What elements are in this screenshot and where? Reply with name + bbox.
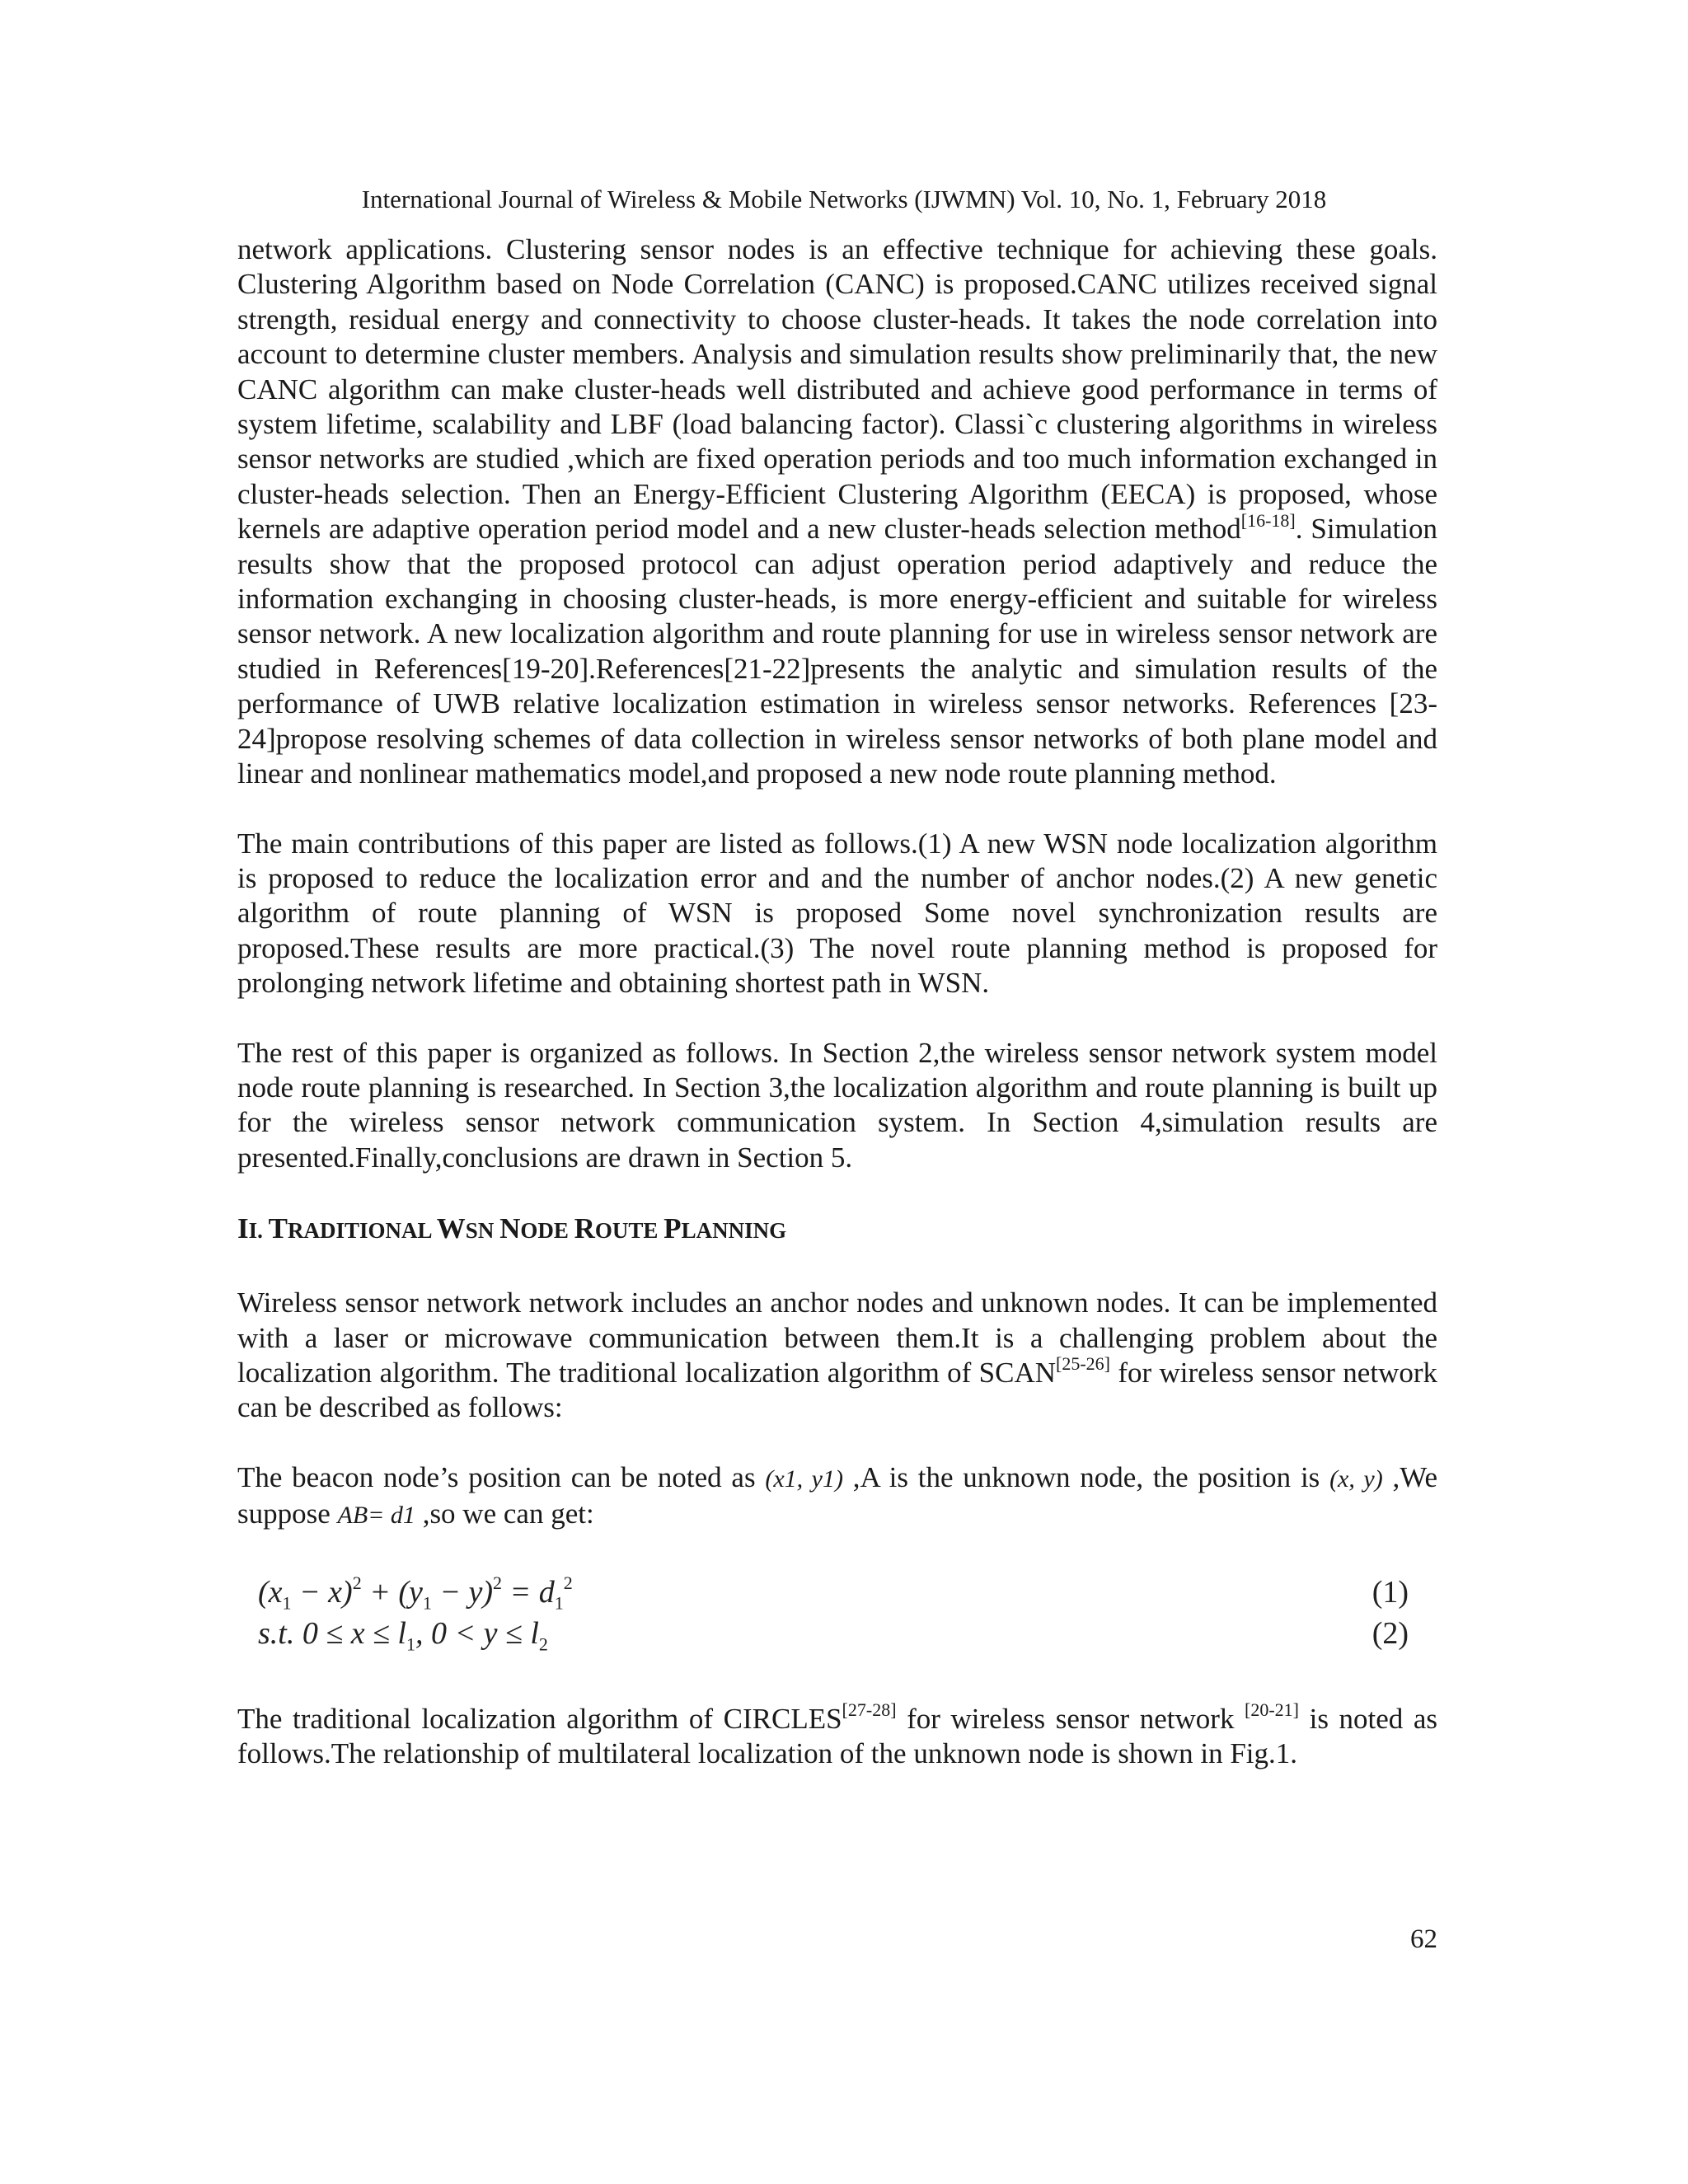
citation-ref: [16-18] — [1240, 509, 1296, 531]
equation-number-2: (2) — [1372, 1615, 1409, 1651]
paragraph-circles: The traditional localization algorithm of CIRCLES[27-28] for wireless sensor network [20-21] is noted as follows.The relationship of multilateral localization of the unknown node is shown in Fig.1. — [237, 1699, 1437, 1769]
page-number: 62 — [1410, 1924, 1437, 1954]
paragraph-text: . Simulation results show that the proposed protocol can adjust operation period adaptively and reduce the information exchanging in choosing cluster-heads, is more energy-efficient and suitable for wireless sensor network. A new localization algorithm and route planning for use in wireless sensor network are studied in References[19-20].References[21-22]presents the analytic and simulation results of the performance of UWB relative localization estimation in wireless sensor networks. References [23-24]propose resolving schemes of data collection in wireless sensor networks of both plane model and linear and nonlinear mathematics model,and proposed a new node route planning method. — [237, 513, 1437, 790]
paragraph-scan: Wireless sensor network network includes an anchor nodes and unknown nodes. It can be implemented with a laser or microwave communication between them.It is a challenging problem about the localization algorithm. The traditional localization algorithm of SCAN[25-26] for wireless sensor network can be described as follows: — [237, 1286, 1438, 1424]
paragraph-text: network applications. Clustering sensor nodes is an effective technique for achieving these goals. Clustering Algorithm based on Node Correlation (CANC) is proposed.CANC utilizes received signal strength, residual energy and connectivity to choose cluster-heads. It takes the node correlation into account to determine cluster members. Analysis and simulation results show preliminarily that, the new CANC algorithm can make cluster-heads well distributed and achieve good performance in terms of system lifetime, scalability and LBF (load balancing factor). Classi`c clustering algorithms in wireless sensor networks are studied ,which are fixed operation periods and too much information exchanged in cluster-heads selection. Then an Energy-Efficient Clustering Algorithm (EECA) is proposed, whose kernels are adaptive operation period model and a new cluster-heads selection method — [237, 233, 1437, 546]
paragraph-contributions: The main contributions of this paper are listed as follows.(1) A new WSN node localization algorithm is proposed to reduce the localization error and and the number of anchor nodes.(2) A new genetic algorithm of route planning of WSN is proposed Some novel synchronization results are proposed.These results are more practical.(3) The novel route planning method is proposed for prolonging network lifetime and obtaining shortest path in WSN. — [237, 827, 1437, 1000]
paragraph-organization: The rest of this paper is organized as follows. In Section 2,the wireless sensor network system model node route planning is researched. In Section 3,the localization algorithm and route planning is built up for the wireless sensor network communication system. In Section 4,simulation results are presented.Finally,conclusions are drawn in Section 5. — [237, 1036, 1437, 1174]
paragraph-beacon: The beacon node’s position can be noted as (x1, y1) ,A is the unknown node, the position is (x, y) ,We suppose AB= d1 ,so we can get: — [237, 1460, 1437, 1530]
distance-math: AB= d1 — [337, 1502, 415, 1530]
beacon-position-math: (x1, y1) — [765, 1465, 843, 1493]
page-body — [237, 232, 1437, 1771]
running-head: International Journal of Wireless & Mobile Networks (IJWMN) Vol. 10, No. 1, February 2018 — [361, 185, 1327, 213]
citation-ref: [20-21] — [1245, 1699, 1300, 1720]
equation-block — [237, 1572, 1437, 1666]
section-heading: II. TRADITIONAL WSN NODE ROUTE PLANNING — [237, 1212, 787, 1245]
equation-1: $(x_1 - x)^2 + (y_1 - y)^2 = d_1^2$ — [258, 1572, 573, 1614]
unknown-position-math: (x, y) — [1329, 1465, 1383, 1493]
paragraph-intro-continued — [237, 232, 1437, 792]
citation-ref: [27-28] — [842, 1699, 897, 1720]
citation-ref: [25-26] — [1056, 1353, 1110, 1375]
equation-number-1: (1) — [1372, 1574, 1409, 1610]
equation-2: s.t. $0 \le x \le l_1$, $0 < y \le l_2$ — [258, 1615, 548, 1655]
